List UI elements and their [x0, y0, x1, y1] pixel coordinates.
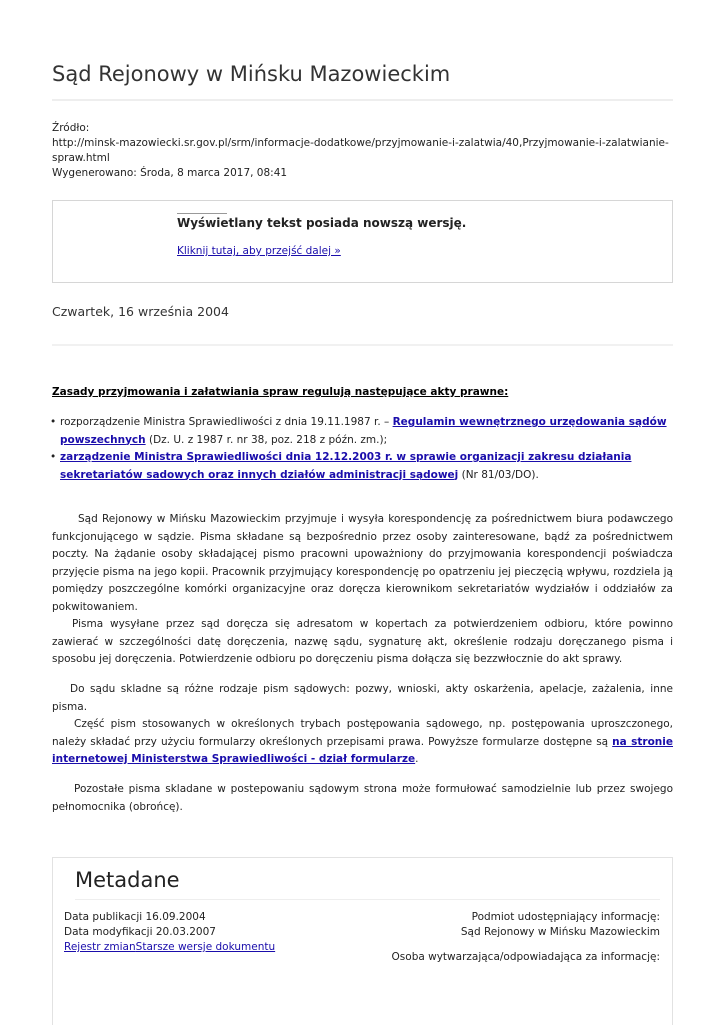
- title-divider: [52, 99, 673, 101]
- article-date: Czwartek, 16 września 2004: [52, 304, 229, 319]
- list-item-text: rozporządzenie Ministra Sprawiedliwości z dnia 19.11.1987 r. –: [60, 416, 393, 428]
- publication-date: Data publikacji 16.09.2004: [64, 911, 206, 923]
- generated-date: Wygenerowano: Środa, 8 marca 2017, 08:41: [52, 167, 288, 179]
- notice-title: Wyświetlany tekst posiada nowszą wersję.: [177, 216, 467, 230]
- order-link[interactable]: zarządzenie Ministra Sprawiedliwości dnia 12.12.2003 r. w sprawie organizacji zakresu działania sekretariatów sadowych oraz innych działów administracji sądowej: [60, 451, 632, 481]
- modification-date: Data modyfikacji 20.03.2007: [64, 926, 216, 938]
- source-label: Źródło:: [52, 122, 90, 134]
- spacer: [392, 940, 660, 950]
- page-title: Sąd Rejonowy w Mińsku Mazowieckim: [52, 62, 451, 86]
- author-label: Osoba wytwarzająca/odpowiadająca za informację:: [391, 951, 660, 963]
- date-divider: [52, 344, 673, 346]
- metadata-links: [64, 940, 275, 955]
- list-item: [52, 449, 673, 484]
- legal-acts-heading: Zasady przyjmowania i załatwiania spraw regulują następujące akty prawne:: [52, 386, 509, 398]
- legal-acts-list: [52, 414, 673, 484]
- notice-divider: [177, 213, 227, 214]
- newer-version-link[interactable]: Kliknij tutaj, aby przejść dalej »: [177, 245, 341, 257]
- subject-label: Podmiot udostępniający informację:: [471, 911, 660, 923]
- regulation-link[interactable]: Regulamin wewnętrznego urzędowania sądów powszechnych: [60, 416, 667, 446]
- paragraph-5: Pozostałe pisma skladane w postepowaniu sądowym strona może formułować samodzielnie lub przez swojego pełnomocnika (obrońcę).: [52, 783, 673, 813]
- list-item-text: (Nr 81/03/DO).: [458, 468, 539, 481]
- paragraph-4-end: .: [415, 753, 419, 765]
- metadata-divider: [75, 899, 660, 900]
- list-item: [52, 414, 673, 449]
- forms-link[interactable]: na stronie internetowej Ministerstwa Sprawiedliwości - dział formularze: [52, 735, 673, 765]
- metadata-dates: [64, 910, 275, 955]
- paragraph-3: Do sądu skladne są różne rodzaje pism sądowych: pozwy, wnioski, akty oskarżenia, apelacje, zażalenia, inne pisma.: [52, 683, 673, 713]
- paragraph-4: [52, 716, 673, 769]
- paragraph-4-text: Część pism stosowanych w określonych trybach postępowania sądowego, np. postępowania uproszczonego, należy składać przy użyciu formularzy określonych przepisami prawa. Powyższe formularze dostępne są: [52, 718, 673, 748]
- newer-version-notice: [52, 200, 673, 283]
- metadata-subject: [392, 910, 660, 965]
- source-info: [52, 121, 673, 181]
- paragraph-2: Pisma wysyłane przez sąd doręcza się adresatom w kopertach za potwierdzeniem odbioru, które powinno zawierać w szczególności datę doręczenia, nazwę sądu, sygnaturę akt, określenie rodzaju doręczanego pisma i sposobu jej doręczenia. Potwierdzenie odbioru po doręczeniu pisma dołącza się bezzwłocznie do akt sprawy.: [52, 618, 673, 665]
- source-url: http://minsk-mazowiecki.sr.gov.pl/srm/informacje-dodatkowe/przyjmowanie-i-zalatwia/40,Przyjmowanie-i-zalatwianie-spraw.html: [52, 137, 669, 164]
- paragraph-1: Sąd Rejonowy w Mińsku Mazowieckim przyjmuje i wysyła korespondencję za pośrednictwem biura podawczego funkcjonującego w sądzie. Pisma składane są bezpośrednio przez osoby zainteresowane, bądź za pośrednictwem poczty. Na żądanie osoby składającej pismo pracowni upoważniony do przyjmowania korespondencji poświadcza przyjęcie pisma na jego kopii. Pracownik przyjmujący korespondencję po opatrzeniu jej pieczęcią wpływu, rozdziela ją pomiędzy poszczególne komórki organizacyjne oraz doręcza kierownikom sekretariatów wydziałów i oddziałów za pokwitowaniem.: [52, 513, 673, 613]
- metadata-title: Metadane: [75, 868, 180, 892]
- older-versions-link[interactable]: Starsze wersje dokumentu: [135, 941, 276, 953]
- subject-value: Sąd Rejonowy w Mińsku Mazowieckim: [460, 926, 660, 938]
- metadata-box: [52, 857, 673, 1025]
- changes-register-link[interactable]: Rejestr zmian: [64, 941, 136, 953]
- list-item-text: (Dz. U. z 1987 r. nr 38, poz. 218 z późn. zm.);: [145, 433, 388, 446]
